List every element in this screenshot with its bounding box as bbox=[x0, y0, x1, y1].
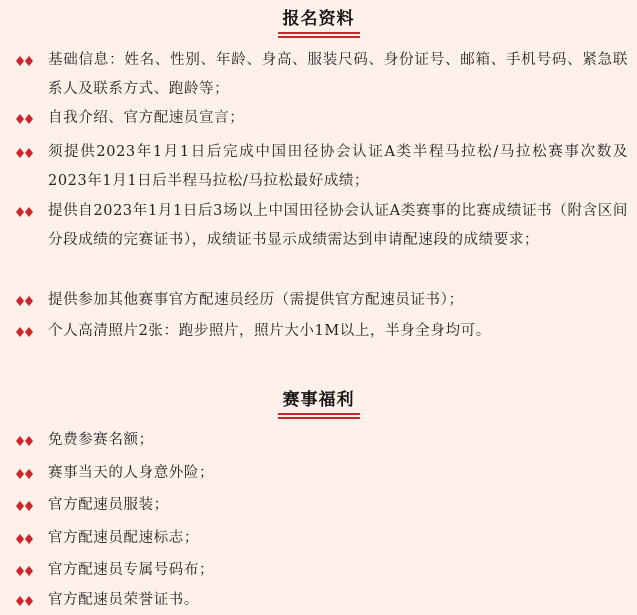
red-diamond-bullet-icon bbox=[15, 467, 35, 481]
red-diamond-bullet-icon bbox=[15, 325, 35, 339]
title-underline bbox=[278, 413, 360, 419]
benefits-item-text: 官方配速员荣誉证书。 bbox=[48, 592, 199, 608]
red-diamond-bullet-icon bbox=[15, 146, 35, 160]
registration-item-text: 自我介绍、官方配速员宣言； bbox=[48, 110, 245, 126]
benefits-item-text: 官方配速员服装； bbox=[48, 497, 169, 513]
red-diamond-bullet-icon bbox=[15, 434, 35, 448]
benefits-item-text: 官方配速员配速标志； bbox=[48, 530, 199, 546]
red-diamond-bullet-icon bbox=[15, 205, 35, 219]
registration-section-title bbox=[0, 4, 637, 38]
registration-item-text: 基础信息：姓名、性别、年龄、身高、服装尺码、身份证号、邮箱、手机号码、紧急联系人及联系方式、跑龄等； bbox=[48, 52, 628, 97]
benefits-item-text: 免费参赛名额； bbox=[48, 432, 154, 448]
benefits-item-text: 赛事当天的人身意外险； bbox=[48, 465, 215, 481]
registration-item-text: 提供参加其他赛事官方配速员经历（需提供官方配速员证书）； bbox=[48, 292, 464, 308]
title-underline bbox=[278, 32, 360, 38]
red-diamond-bullet-icon bbox=[15, 112, 35, 126]
red-diamond-bullet-icon bbox=[15, 594, 35, 608]
red-diamond-bullet-icon bbox=[15, 54, 35, 68]
benefits-item-text: 官方配速员专属号码布； bbox=[48, 562, 215, 578]
red-diamond-bullet-icon bbox=[15, 564, 35, 578]
benefits-title: 赛事福利 bbox=[282, 390, 355, 410]
red-diamond-bullet-icon bbox=[15, 294, 35, 308]
registration-item-text: 提供自2023年1月1日后3场以上中国田径协会认证A类赛事的比赛成绩证书（附含区间分段成绩的完赛证书），成绩证书显示成绩需达到申请配速段的成绩要求； bbox=[48, 203, 628, 248]
red-diamond-bullet-icon bbox=[15, 499, 35, 513]
registration-item-text: 须提供2023年1月1日后完成中国田径协会认证A类半程马拉松/马拉松赛事次数及2023年1月1日后半程马拉松/马拉松最好成绩； bbox=[48, 144, 628, 189]
red-diamond-bullet-icon bbox=[15, 532, 35, 546]
registration-title: 报名资料 bbox=[282, 9, 355, 29]
benefits-section-title bbox=[0, 385, 637, 419]
registration-item-text: 个人高清照片2张：跑步照片，照片大小1M以上，半身全身均可。 bbox=[48, 323, 491, 339]
